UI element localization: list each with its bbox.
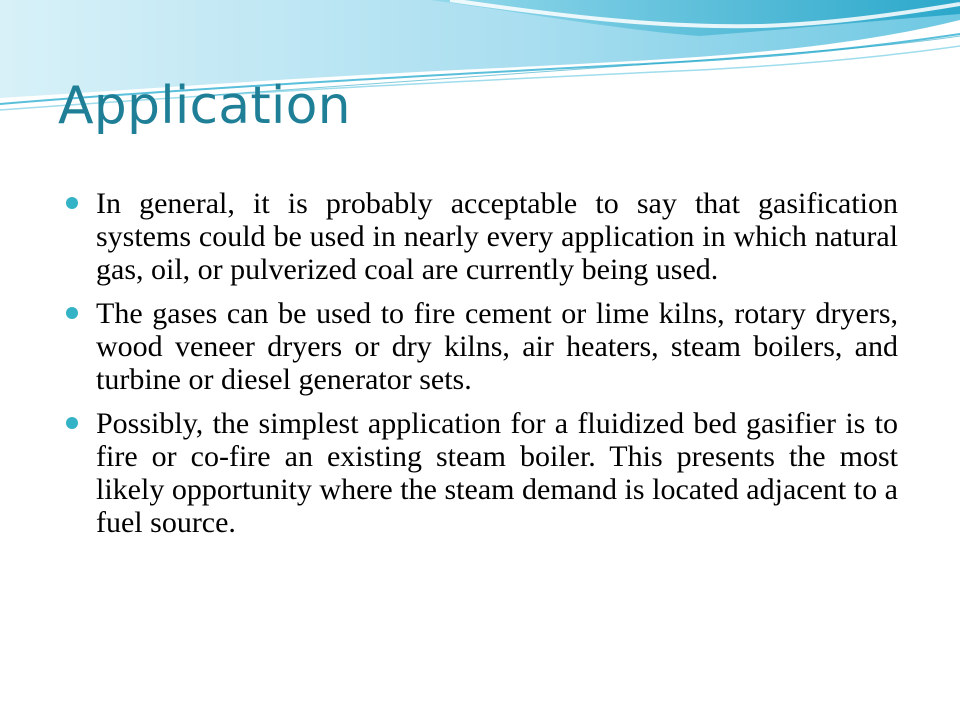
bullet-text: Possibly, the simplest application for a fluidized bed gasifier is to fire or co-fire an existing steam boiler. This presents the most likely opportunity where the steam demand is located adjacent to a fuel source. [96, 407, 898, 539]
bullet-dot-icon [66, 197, 78, 209]
bullet-text: The gases can be used to fire cement or lime kilns, rotary dryers, wood veneer dryers or dry kilns, air heaters, steam boilers, and turbine or diesel generator sets. [96, 297, 898, 396]
bullet-text: In general, it is probably acceptable to say that gasification systems could be used in nearly every application in which natural gas, oil, or pulverized coal are currently being used. [96, 187, 898, 286]
bullet-dot-icon [66, 417, 78, 429]
bullet-list [66, 187, 898, 539]
slide-content [66, 187, 898, 550]
bullet-item [66, 297, 898, 396]
bullet-dot-icon [66, 307, 78, 319]
slide-title: Application [58, 76, 351, 136]
bullet-item [66, 407, 898, 539]
bullet-item [66, 187, 898, 286]
